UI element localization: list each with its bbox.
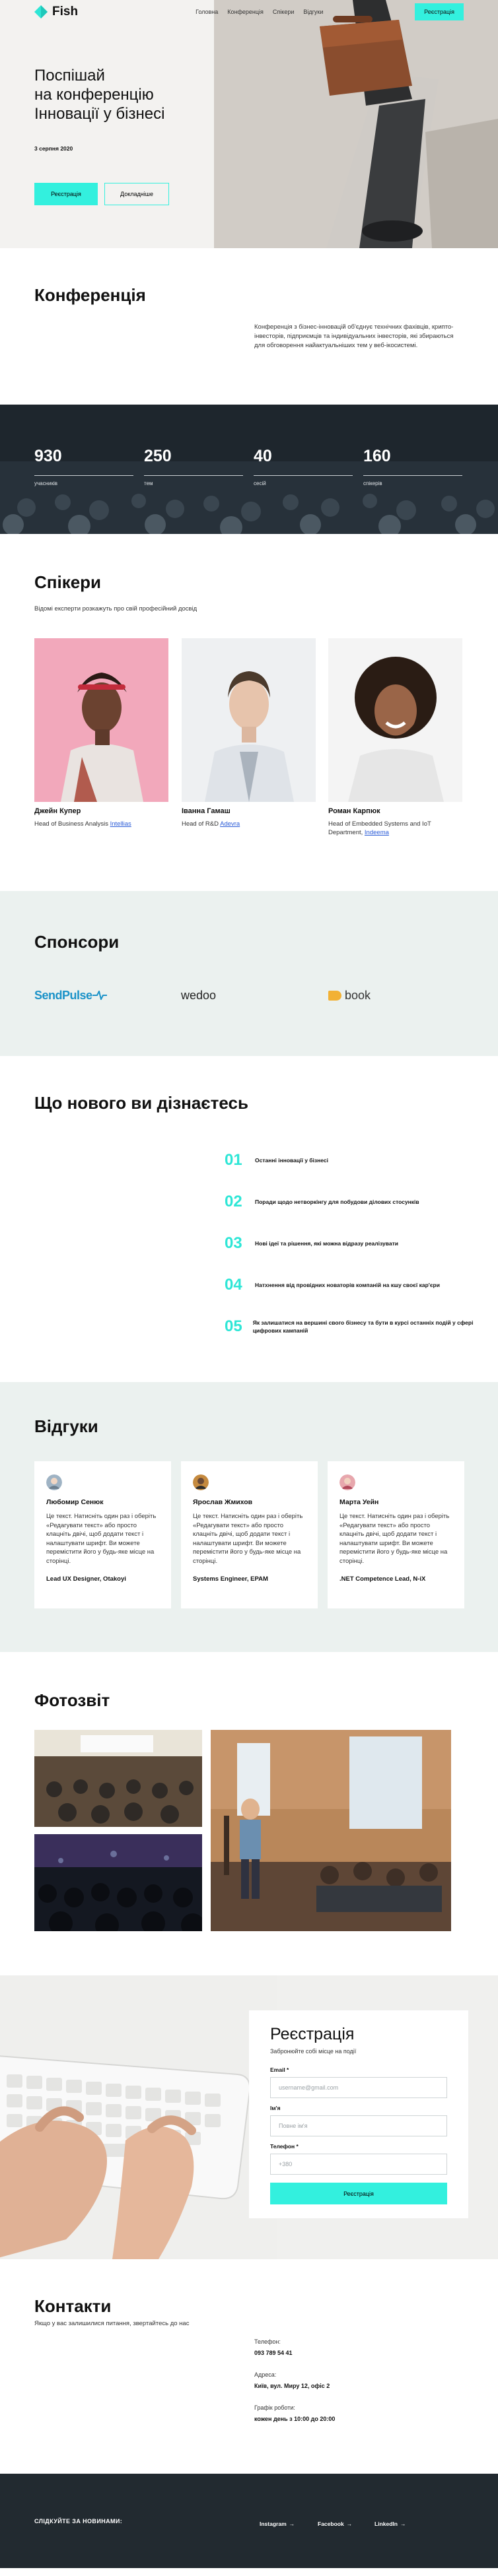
contact-hours bbox=[254, 2404, 335, 2422]
speaker-name: Іванна Гамаш bbox=[182, 807, 231, 815]
sponsor-logo-wedoo[interactable] bbox=[181, 987, 216, 1004]
registration-subtitle: Забронюйте собі місце на події bbox=[270, 2048, 357, 2055]
sponsor-logo-book[interactable] bbox=[328, 987, 371, 1004]
stat-label: сесій bbox=[254, 480, 266, 486]
footer-follow-label: СЛІДКУЙТЕ ЗА НОВИНАМИ: bbox=[34, 2518, 123, 2525]
contact-value: кожен день з 10:00 до 20:00 bbox=[254, 2416, 336, 2422]
learn-item-number: 04 bbox=[225, 1276, 242, 1294]
contact-value: Київ, вул. Миру 12, офіс 2 bbox=[254, 2383, 330, 2389]
footer-link-linkedin[interactable] bbox=[374, 2521, 406, 2527]
speaker-card bbox=[182, 638, 316, 828]
footer-link-label: Instagram bbox=[260, 2521, 287, 2527]
learn-item bbox=[225, 1193, 476, 1211]
email-field[interactable] bbox=[270, 2077, 447, 2098]
speaker-card bbox=[34, 638, 168, 828]
gallery-photo-audience[interactable] bbox=[34, 1834, 202, 1931]
contact-value[interactable]: 093 789 54 41 bbox=[254, 2350, 293, 2356]
speaker-name: Джейн Купер bbox=[34, 807, 81, 815]
reviews-section bbox=[0, 1382, 498, 1652]
review-card bbox=[328, 1461, 464, 1608]
contact-label: Телефон: bbox=[254, 2338, 281, 2345]
learn-item-text: Поради щодо нетворкінгу для побудови ділових стосунків bbox=[255, 1199, 419, 1205]
stat-divider bbox=[144, 475, 243, 476]
hero-title bbox=[34, 66, 219, 123]
stat-divider bbox=[363, 475, 462, 476]
learn-item-text: Нові ідеї та рішення, які можна відразу реалізувати bbox=[255, 1240, 399, 1247]
contacts-section bbox=[0, 2259, 498, 2474]
registration-form bbox=[249, 2010, 468, 2218]
speaker-company-link[interactable]: Indeema bbox=[364, 829, 389, 836]
stat-sessions bbox=[254, 447, 353, 486]
arrow-right-icon: → bbox=[289, 2521, 295, 2527]
email-label: Email * bbox=[270, 2066, 289, 2073]
nav-link-home[interactable]: Головна bbox=[196, 9, 219, 15]
learn-item-number: 01 bbox=[225, 1151, 242, 1169]
stats-section bbox=[0, 405, 498, 534]
learn-item-text: Як залишатися на вершині свого бізнесу та бути в курсі останніх подій у сфері цифрових кампаній bbox=[252, 1319, 474, 1334]
learn-item-text: Натхнення від провідних новаторів компаній на кшу своєї кар'єри bbox=[255, 1282, 440, 1288]
registration-submit-button[interactable]: Реєстрація bbox=[270, 2183, 447, 2204]
footer-link-label: Facebook bbox=[318, 2521, 344, 2527]
reviewer-name: Марта Уейн bbox=[339, 1498, 379, 1506]
pulse-icon bbox=[92, 991, 107, 1000]
reviewer-avatar bbox=[339, 1474, 355, 1490]
contact-address bbox=[254, 2371, 330, 2389]
stat-value: 160 bbox=[363, 447, 391, 465]
gallery-section bbox=[0, 1652, 498, 1975]
reviewer-name: Любомир Сенюк bbox=[46, 1498, 104, 1506]
speaker-photo bbox=[34, 638, 168, 802]
speakers-title: Спікери bbox=[34, 572, 102, 592]
gallery-photo-workshop[interactable] bbox=[211, 1730, 451, 1931]
speaker-role bbox=[182, 820, 316, 828]
speaker-role bbox=[328, 820, 462, 837]
contacts-title: Контакти bbox=[34, 2296, 112, 2316]
speaker-card bbox=[328, 638, 462, 837]
stat-topics bbox=[144, 447, 243, 486]
hero-buttons bbox=[34, 183, 169, 205]
reviewer-position: Systems Engineer, EPAM bbox=[193, 1575, 268, 1583]
nav-link-reviews[interactable]: Відгуки bbox=[303, 9, 324, 15]
hero-register-button[interactable]: Реєстрація bbox=[34, 183, 98, 205]
top-navigation bbox=[0, 0, 498, 24]
hero-photo bbox=[214, 0, 498, 248]
sponsor-logo-sendpulse[interactable] bbox=[34, 987, 107, 1004]
speaker-photo bbox=[328, 638, 462, 802]
speakers-section bbox=[0, 534, 498, 891]
hero-more-button[interactable]: Докладніше bbox=[104, 183, 169, 205]
keyboard-photo bbox=[0, 1975, 277, 2259]
contact-phone bbox=[254, 2338, 293, 2356]
nav-links bbox=[196, 9, 323, 15]
arrow-right-icon: → bbox=[346, 2521, 353, 2527]
speaker-role-text: Head of R&D bbox=[182, 820, 219, 828]
reviews-title: Відгуки bbox=[34, 1416, 98, 1436]
footer-link-facebook[interactable] bbox=[318, 2521, 352, 2527]
contacts-subtitle: Якщо у вас залишилися питання, звертайтесь до нас bbox=[34, 2320, 190, 2327]
speaker-name: Роман Карпюк bbox=[328, 807, 380, 815]
speaker-company-link[interactable]: Intellias bbox=[110, 820, 131, 828]
footer-link-instagram[interactable] bbox=[260, 2521, 295, 2527]
nav-link-speakers[interactable]: Спікери bbox=[272, 9, 295, 15]
stat-label: спікерів bbox=[363, 480, 382, 486]
fish-logo-icon bbox=[34, 5, 48, 18]
stat-label: учасників bbox=[34, 480, 58, 486]
stat-label: тем bbox=[144, 480, 153, 486]
sponsors-section bbox=[0, 891, 498, 1056]
speaker-role bbox=[34, 820, 168, 828]
conference-title: Конференція bbox=[34, 285, 146, 305]
stat-value: 250 bbox=[144, 447, 172, 465]
contact-label: Графік роботи: bbox=[254, 2404, 295, 2411]
learn-item bbox=[225, 1151, 476, 1170]
speaker-photo bbox=[182, 638, 316, 802]
arrow-right-icon: → bbox=[400, 2521, 406, 2527]
learn-item bbox=[225, 1234, 476, 1253]
footer-link-label: LinkedIn bbox=[374, 2521, 398, 2527]
nav-register-button[interactable]: Реєстрація bbox=[415, 3, 464, 20]
sponsors-title: Спонсори bbox=[34, 932, 120, 952]
event-date: 3 серпня 2020 bbox=[34, 145, 73, 152]
name-label: Ім'я bbox=[270, 2105, 281, 2111]
learn-item-number: 03 bbox=[225, 1234, 242, 1252]
speaker-role-text: Head of Business Analysis bbox=[34, 820, 108, 828]
footer bbox=[0, 2474, 498, 2568]
reviewer-avatar bbox=[193, 1474, 209, 1490]
review-card bbox=[34, 1461, 171, 1608]
registration-section bbox=[0, 1975, 498, 2259]
review-text: Це текст. Натисніть один раз і оберіть «Редагувати текст» або просто клацніть двічі, щоб додати текст і налаштувати шрифт. Ви можете перемістити його у будь-яке місце на сторінці. bbox=[193, 1513, 303, 1565]
review-card bbox=[181, 1461, 318, 1608]
reviewer-position: .NET Competence Lead, N-iX bbox=[339, 1575, 426, 1583]
name-field[interactable] bbox=[270, 2115, 447, 2136]
sponsor-name: SendPulse bbox=[34, 988, 92, 1002]
hero-title-line2: на конференцію bbox=[34, 86, 154, 104]
nav-link-conference[interactable]: Конференція bbox=[227, 9, 264, 15]
registration-title: Реєстрація bbox=[270, 2025, 355, 2043]
learn-item-number: 05 bbox=[225, 1317, 242, 1335]
review-text: Це текст. Натисніть один раз і оберіть «Редагувати текст» або просто клацніть двічі, щоб додати текст і налаштувати шрифт. Ви можете перемістити його у будь-яке місце на сторінці. bbox=[46, 1513, 157, 1565]
phone-label: Телефон * bbox=[270, 2143, 299, 2150]
hero-title-line1: Поспішай bbox=[34, 67, 105, 84]
gallery-title: Фотозвіт bbox=[34, 1690, 110, 1710]
learn-item-text: Останні інновації у бізнесі bbox=[255, 1157, 328, 1164]
hero-title-line3: Інновації у бізнесі bbox=[34, 105, 165, 123]
stat-speakers bbox=[363, 447, 462, 486]
reviewer-position: Lead UX Designer, Otakoyi bbox=[46, 1575, 126, 1583]
stat-divider bbox=[254, 475, 353, 476]
learn-item-number: 02 bbox=[225, 1193, 242, 1210]
speaker-role-text: Head of Embedded Systems and IoT Department, bbox=[328, 820, 431, 836]
sponsor-name: book bbox=[345, 988, 371, 1002]
speakers-subtitle: Відомі експерти розкажуть про свій професійний досвід bbox=[34, 605, 197, 612]
gallery-photo-seminar[interactable] bbox=[34, 1730, 202, 1827]
stat-participants bbox=[34, 447, 133, 486]
brand-name: Fish bbox=[52, 5, 79, 18]
speaker-company-link[interactable]: Adevra bbox=[220, 820, 240, 828]
stat-divider bbox=[34, 475, 133, 476]
learn-title: Що нового ви дізнаєтесь bbox=[34, 1093, 248, 1113]
brand-logo[interactable] bbox=[34, 5, 78, 19]
phone-field[interactable] bbox=[270, 2154, 447, 2175]
stat-value: 930 bbox=[34, 447, 62, 465]
review-text: Це текст. Натисніть один раз і оберіть «Редагувати текст» або просто клацніть двічі, щоб додати текст і налаштувати шрифт. Ви можете перемістити його у будь-яке місце на сторінці. bbox=[339, 1513, 450, 1565]
conference-description: Конференція з бізнес-інновацій об'єднує технічних фахівців, крипто-інвесторів, підприємців та індивідуальних інвесторів, які збираються для обговорення найактуальніших тем у веб-ікосистемі. bbox=[254, 323, 454, 349]
contact-label: Адреса: bbox=[254, 2371, 277, 2378]
hero-section bbox=[0, 0, 498, 248]
stat-value: 40 bbox=[254, 447, 272, 465]
reviewer-avatar bbox=[46, 1474, 62, 1490]
reviewer-name: Ярослав Жмихов bbox=[193, 1498, 253, 1506]
book-icon bbox=[328, 991, 341, 1001]
learn-section bbox=[0, 1056, 498, 1382]
learn-item bbox=[225, 1317, 476, 1336]
conference-section bbox=[0, 248, 498, 405]
sponsor-name: wedoo bbox=[181, 988, 217, 1002]
learn-item bbox=[225, 1276, 476, 1294]
